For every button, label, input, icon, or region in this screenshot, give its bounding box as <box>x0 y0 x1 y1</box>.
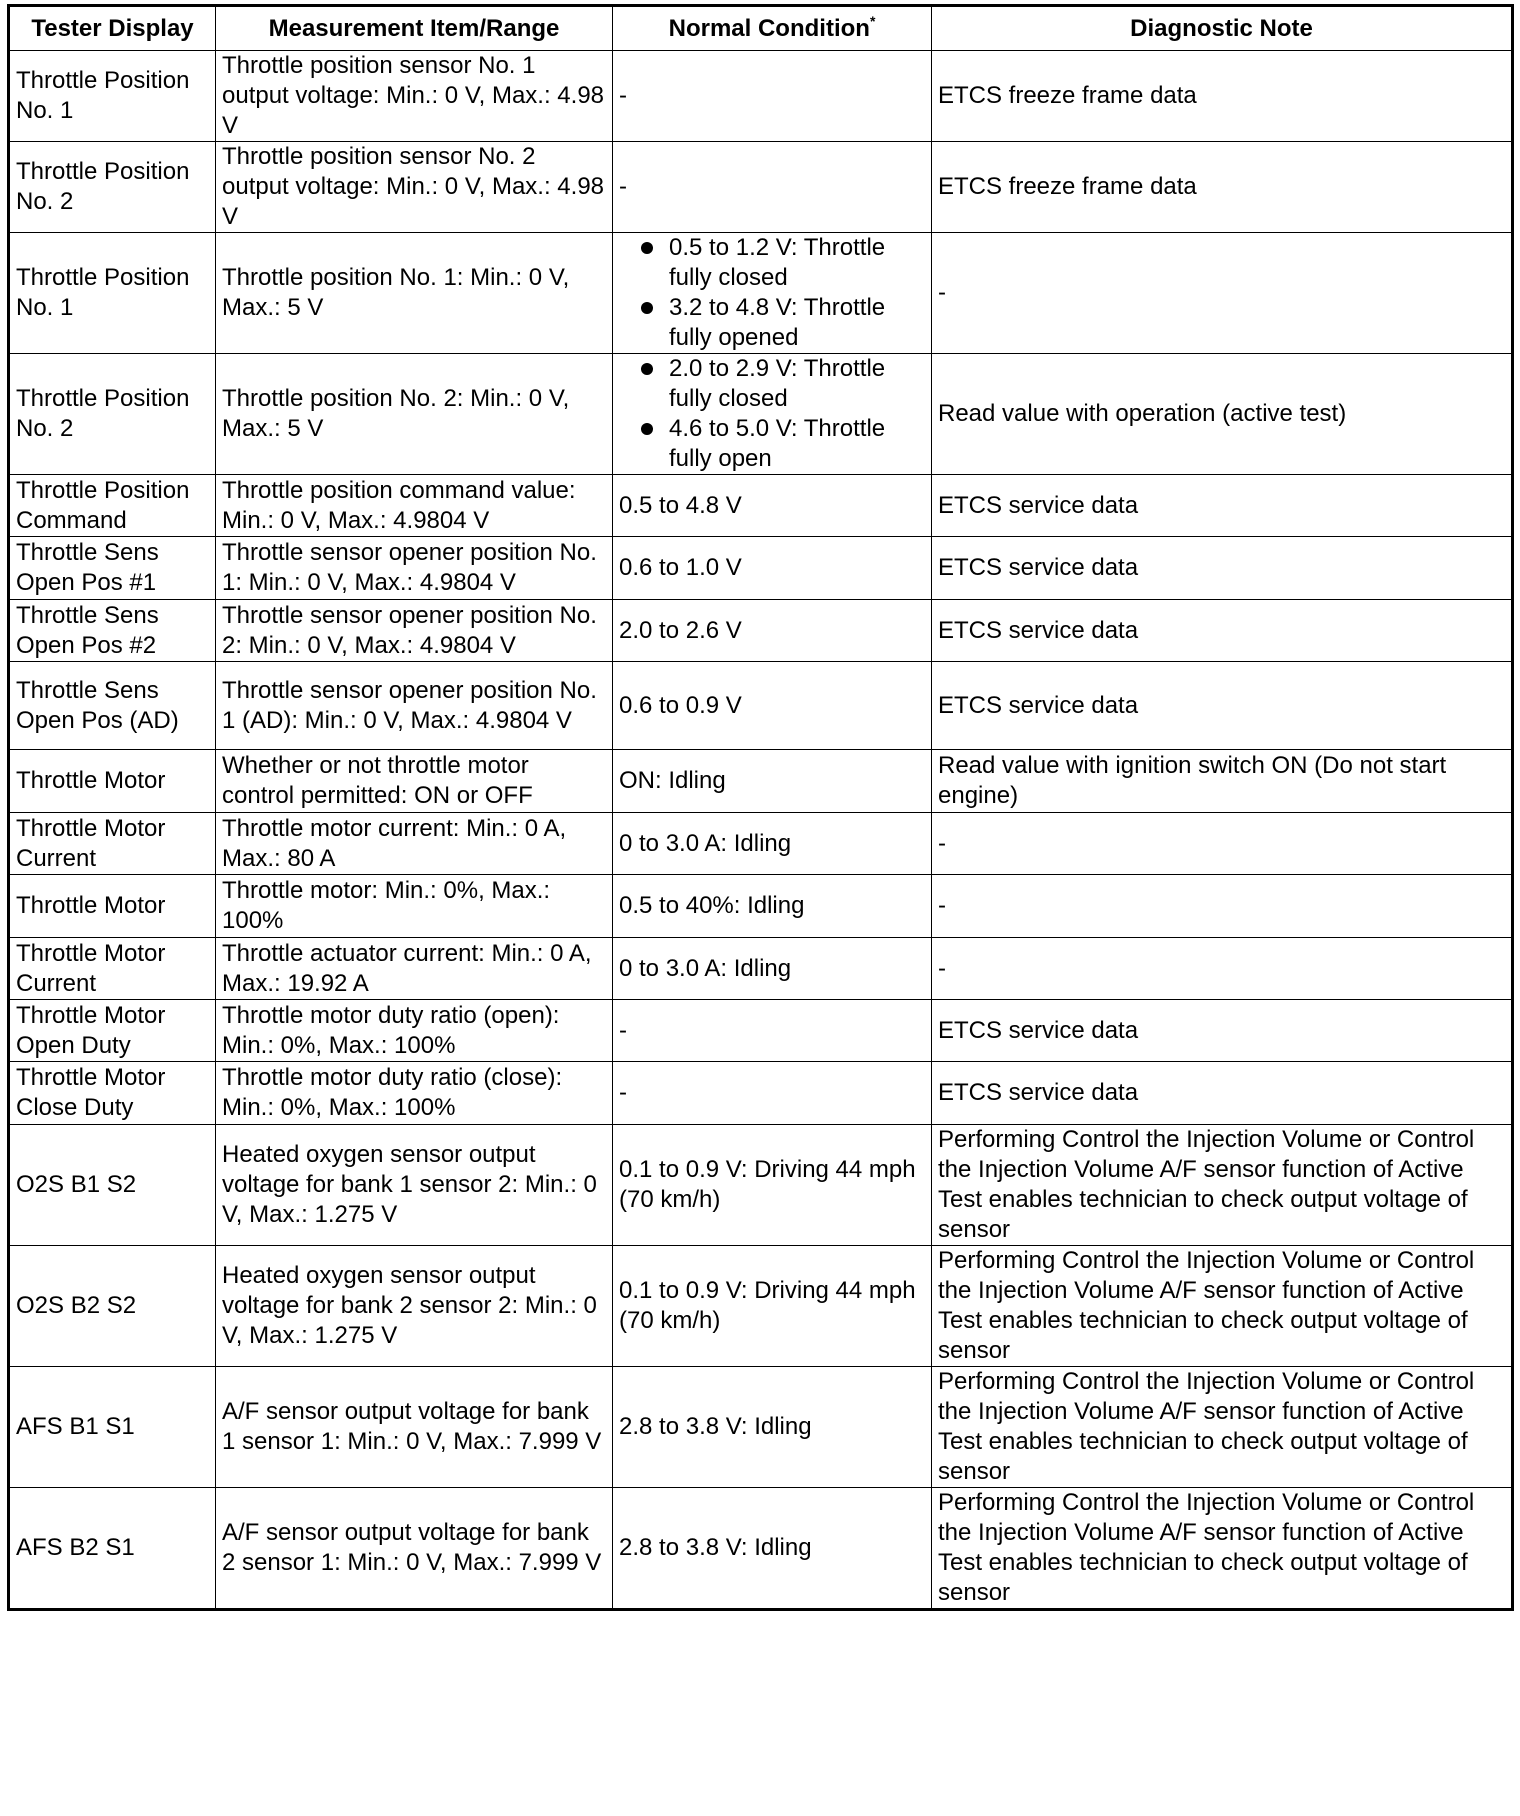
cell-normal-condition: - <box>613 1000 932 1062</box>
cell-measurement: Whether or not throttle motor control permitted: ON or OFF <box>216 750 613 813</box>
table-row <box>9 1488 1513 1610</box>
cell-normal-condition: 2.0 to 2.6 V <box>613 600 932 662</box>
table-body <box>9 51 1513 1610</box>
footnote-mark: * <box>869 12 876 29</box>
cell-diagnostic-note: Performing Control the Injection Volume or Control the Injection Volume A/F sensor function of Active Test enables technician to check output voltage of sensor <box>932 1246 1513 1367</box>
cell-measurement: Throttle sensor opener position No. 1: Min.: 0 V, Max.: 4.9804 V <box>216 537 613 600</box>
cell-normal-condition: 0 to 3.0 A: Idling <box>613 938 932 1000</box>
cell-diagnostic-note: ETCS service data <box>932 1062 1513 1125</box>
cell-diagnostic-note: Performing Control the Injection Volume or Control the Injection Volume A/F sensor function of Active Test enables technician to check output voltage of sensor <box>932 1125 1513 1246</box>
cell-normal-condition <box>613 233 932 354</box>
cell-normal-condition: 0.5 to 40%: Idling <box>613 875 932 938</box>
table-row <box>9 142 1513 233</box>
cell-normal-condition: 0.5 to 4.8 V <box>613 475 932 537</box>
header-normal-condition-label: Normal Condition <box>668 14 870 42</box>
table-row <box>9 537 1513 600</box>
cell-normal-condition: 2.8 to 3.8 V: Idling <box>613 1488 932 1610</box>
bullet-item: 2.0 to 2.9 V: Throttle fully closed <box>639 354 925 414</box>
cell-normal-condition: - <box>613 1062 932 1125</box>
cell-measurement: Throttle position No. 1: Min.: 0 V, Max.: 5 V <box>216 233 613 354</box>
cell-measurement: Throttle position command value: Min.: 0 V, Max.: 4.9804 V <box>216 475 613 537</box>
cell-tester-display: Throttle Position No. 2 <box>9 354 216 475</box>
cell-tester-display: O2S B2 S2 <box>9 1246 216 1367</box>
table-row <box>9 600 1513 662</box>
cell-normal-condition: - <box>613 142 932 233</box>
cell-normal-condition: 0 to 3.0 A: Idling <box>613 813 932 875</box>
cell-diagnostic-note: ETCS service data <box>932 475 1513 537</box>
cell-diagnostic-note: - <box>932 938 1513 1000</box>
header-measurement: Measurement Item/Range <box>216 6 613 51</box>
cell-measurement: Throttle motor current: Min.: 0 A, Max.: 80 A <box>216 813 613 875</box>
table-row <box>9 813 1513 875</box>
table-row <box>9 938 1513 1000</box>
header-row <box>9 6 1513 51</box>
cell-diagnostic-note: Read value with operation (active test) <box>932 354 1513 475</box>
cell-diagnostic-note: ETCS service data <box>932 1000 1513 1062</box>
cell-diagnostic-note: Performing Control the Injection Volume or Control the Injection Volume A/F sensor function of Active Test enables technician to check output voltage of sensor <box>932 1367 1513 1488</box>
cell-normal-condition: 2.8 to 3.8 V: Idling <box>613 1367 932 1488</box>
cell-tester-display: Throttle Sens Open Pos (AD) <box>9 662 216 750</box>
cell-diagnostic-note: ETCS service data <box>932 537 1513 600</box>
table-row <box>9 750 1513 813</box>
bullet-item: 3.2 to 4.8 V: Throttle fully opened <box>639 293 925 353</box>
cell-tester-display: Throttle Position No. 2 <box>9 142 216 233</box>
cell-diagnostic-note: Performing Control the Injection Volume or Control the Injection Volume A/F sensor function of Active Test enables technician to check output voltage of sensor <box>932 1488 1513 1610</box>
header-tester-display: Tester Display <box>9 6 216 51</box>
cell-tester-display: Throttle Position No. 1 <box>9 233 216 354</box>
cell-tester-display: Throttle Motor Current <box>9 938 216 1000</box>
cell-diagnostic-note: ETCS service data <box>932 600 1513 662</box>
cell-diagnostic-note: - <box>932 875 1513 938</box>
cell-normal-condition: 0.1 to 0.9 V: Driving 44 mph (70 km/h) <box>613 1125 932 1246</box>
cell-diagnostic-note: ETCS freeze frame data <box>932 142 1513 233</box>
data-list-sheet <box>7 4 1511 1611</box>
normal-condition-list <box>619 233 925 353</box>
cell-measurement: Throttle position No. 2: Min.: 0 V, Max.: 5 V <box>216 354 613 475</box>
bullet-item: 4.6 to 5.0 V: Throttle fully open <box>639 414 925 474</box>
cell-normal-condition: ON: Idling <box>613 750 932 813</box>
table-row <box>9 875 1513 938</box>
cell-diagnostic-note: Read value with ignition switch ON (Do not start engine) <box>932 750 1513 813</box>
cell-measurement: Throttle motor: Min.: 0%, Max.: 100% <box>216 875 613 938</box>
cell-tester-display: Throttle Position No. 1 <box>9 51 216 142</box>
cell-diagnostic-note: ETCS freeze frame data <box>932 51 1513 142</box>
table-row <box>9 662 1513 750</box>
cell-measurement: Throttle actuator current: Min.: 0 A, Max.: 19.92 A <box>216 938 613 1000</box>
cell-tester-display: Throttle Sens Open Pos #1 <box>9 537 216 600</box>
cell-measurement: Heated oxygen sensor output voltage for bank 2 sensor 2: Min.: 0 V, Max.: 1.275 V <box>216 1246 613 1367</box>
header-normal-condition <box>613 6 932 51</box>
cell-diagnostic-note: - <box>932 813 1513 875</box>
table-row <box>9 1246 1513 1367</box>
cell-diagnostic-note: ETCS service data <box>932 662 1513 750</box>
cell-normal-condition: 0.1 to 0.9 V: Driving 44 mph (70 km/h) <box>613 1246 932 1367</box>
cell-normal-condition <box>613 354 932 475</box>
normal-condition-list <box>619 354 925 474</box>
cell-tester-display: Throttle Sens Open Pos #2 <box>9 600 216 662</box>
cell-tester-display: Throttle Motor Close Duty <box>9 1062 216 1125</box>
table-row <box>9 475 1513 537</box>
cell-tester-display: Throttle Position Command <box>9 475 216 537</box>
table-row <box>9 354 1513 475</box>
table-row <box>9 1062 1513 1125</box>
bullet-item: 0.5 to 1.2 V: Throttle fully closed <box>639 233 925 293</box>
table-row <box>9 1000 1513 1062</box>
cell-measurement: Throttle position sensor No. 2 output voltage: Min.: 0 V, Max.: 4.98 V <box>216 142 613 233</box>
cell-measurement: Throttle sensor opener position No. 2: Min.: 0 V, Max.: 4.9804 V <box>216 600 613 662</box>
cell-tester-display: AFS B1 S1 <box>9 1367 216 1488</box>
cell-tester-display: Throttle Motor Current <box>9 813 216 875</box>
cell-measurement: Throttle position sensor No. 1 output voltage: Min.: 0 V, Max.: 4.98 V <box>216 51 613 142</box>
table-row <box>9 1125 1513 1246</box>
cell-measurement: Throttle motor duty ratio (open): Min.: 0%, Max.: 100% <box>216 1000 613 1062</box>
cell-measurement: Throttle motor duty ratio (close): Min.: 0%, Max.: 100% <box>216 1062 613 1125</box>
cell-normal-condition: 0.6 to 0.9 V <box>613 662 932 750</box>
cell-measurement: A/F sensor output voltage for bank 1 sensor 1: Min.: 0 V, Max.: 7.999 V <box>216 1367 613 1488</box>
cell-tester-display: Throttle Motor <box>9 875 216 938</box>
cell-measurement: Throttle sensor opener position No. 1 (AD): Min.: 0 V, Max.: 4.9804 V <box>216 662 613 750</box>
cell-measurement: Heated oxygen sensor output voltage for bank 1 sensor 2: Min.: 0 V, Max.: 1.275 V <box>216 1125 613 1246</box>
cell-normal-condition: - <box>613 51 932 142</box>
table-row <box>9 233 1513 354</box>
cell-diagnostic-note: - <box>932 233 1513 354</box>
cell-tester-display: AFS B2 S1 <box>9 1488 216 1610</box>
table-row <box>9 1367 1513 1488</box>
table-row <box>9 51 1513 142</box>
cell-tester-display: O2S B1 S2 <box>9 1125 216 1246</box>
header-diagnostic-note: Diagnostic Note <box>932 6 1513 51</box>
cell-normal-condition: 0.6 to 1.0 V <box>613 537 932 600</box>
cell-tester-display: Throttle Motor Open Duty <box>9 1000 216 1062</box>
cell-measurement: A/F sensor output voltage for bank 2 sensor 1: Min.: 0 V, Max.: 7.999 V <box>216 1488 613 1610</box>
cell-tester-display: Throttle Motor <box>9 750 216 813</box>
data-list-table <box>7 4 1514 1611</box>
